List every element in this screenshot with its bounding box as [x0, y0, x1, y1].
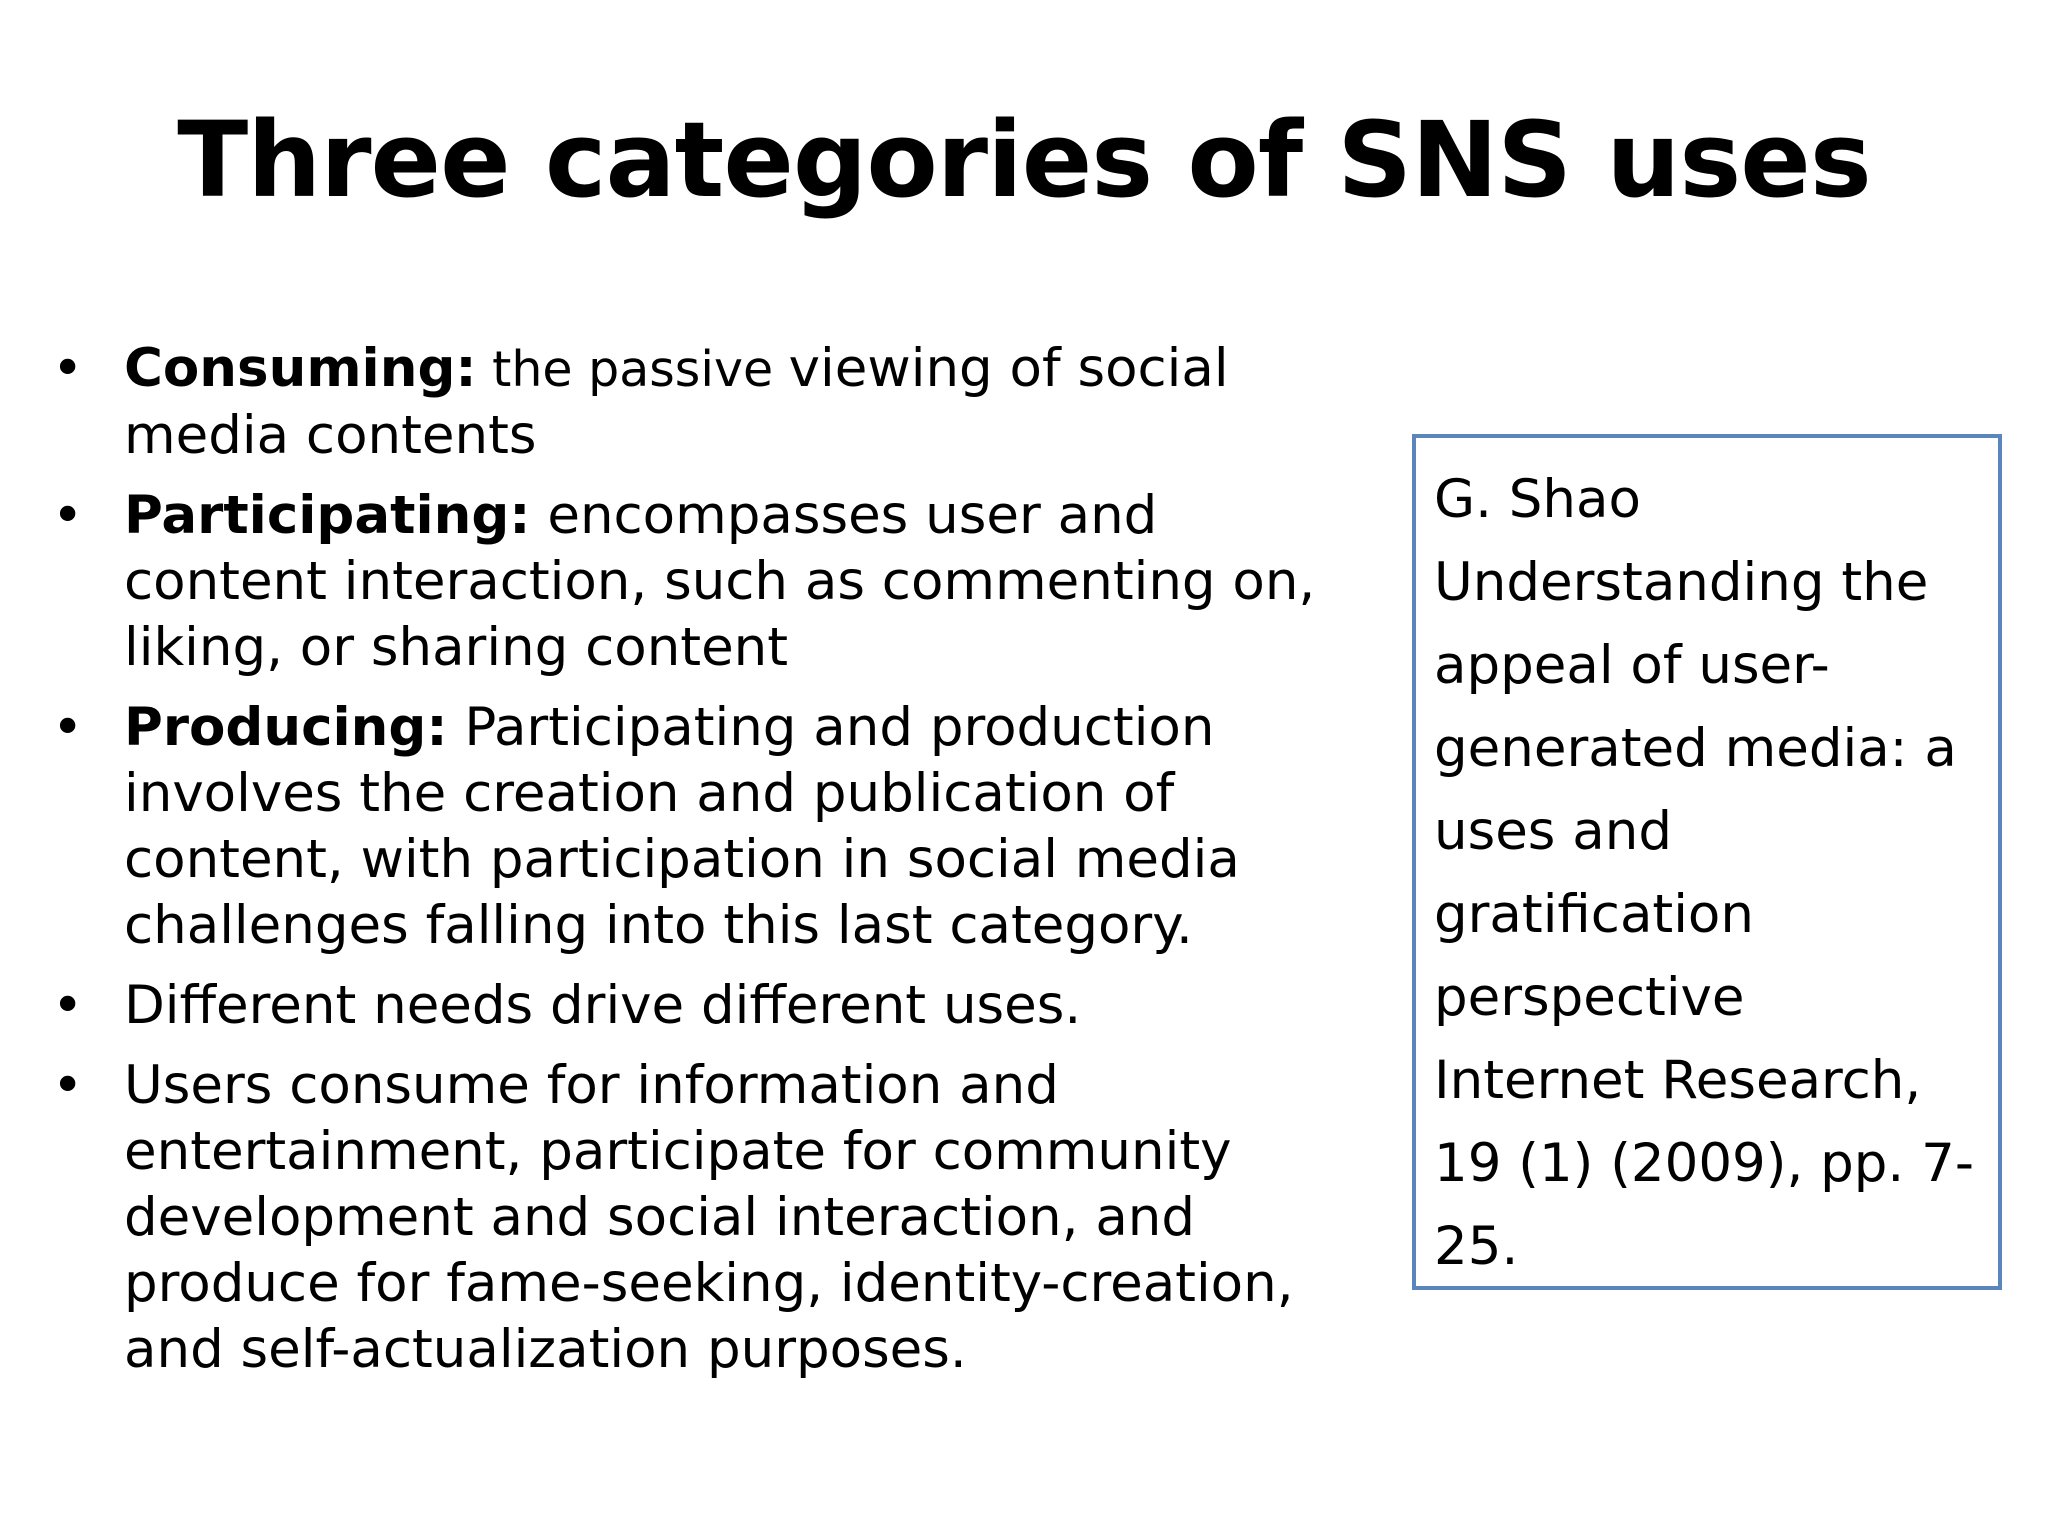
bullet-dot-icon: • — [52, 975, 84, 1036]
bullet-item-needs — [40, 973, 1340, 1039]
bullet-dot-icon: • — [52, 697, 84, 758]
bullet-dot-icon: • — [52, 485, 84, 546]
citation-author: G. Shao — [1434, 469, 1641, 530]
citation-source: Internet Research, 19 (1) (2009), pp. 7-25. — [1434, 1050, 1974, 1277]
bullet-dot-icon: • — [52, 338, 84, 399]
bullet-text-small: the passive — [476, 341, 789, 398]
bullet-item-consuming — [40, 336, 1340, 469]
bullet-item-producing — [40, 695, 1340, 959]
citation-box — [1412, 434, 2002, 1290]
bullet-term: Consuming: — [124, 338, 477, 399]
bullet-text: Participating and production involves the creation and publication of content, with participation in social media challenges falling into this last category. — [124, 697, 1240, 956]
slide-title: Three categories of SNS uses — [177, 99, 1871, 221]
bullet-term: Participating: — [124, 485, 531, 546]
bullet-list — [40, 336, 1340, 1397]
bullet-text: Users consume for information and entertainment, participate for community development and social interaction, and produce for fame-seeking, identity-creation, and self-actualization purposes. — [124, 1055, 1294, 1380]
bullet-dot-icon: • — [52, 1055, 84, 1116]
bullet-text: encompasses user and content interaction, such as commenting on, liking, or sharing content — [124, 485, 1316, 678]
bullet-text: Different needs drive different uses. — [124, 975, 1082, 1036]
citation-title: Understanding the appeal of user-generated media: a uses and gratification perspective — [1434, 552, 1957, 1028]
bullet-item-participating — [40, 483, 1340, 681]
bullet-text: viewing of social media contents — [124, 338, 1229, 466]
bullet-term: Producing: — [124, 697, 448, 758]
bullet-item-motivations — [40, 1053, 1340, 1383]
